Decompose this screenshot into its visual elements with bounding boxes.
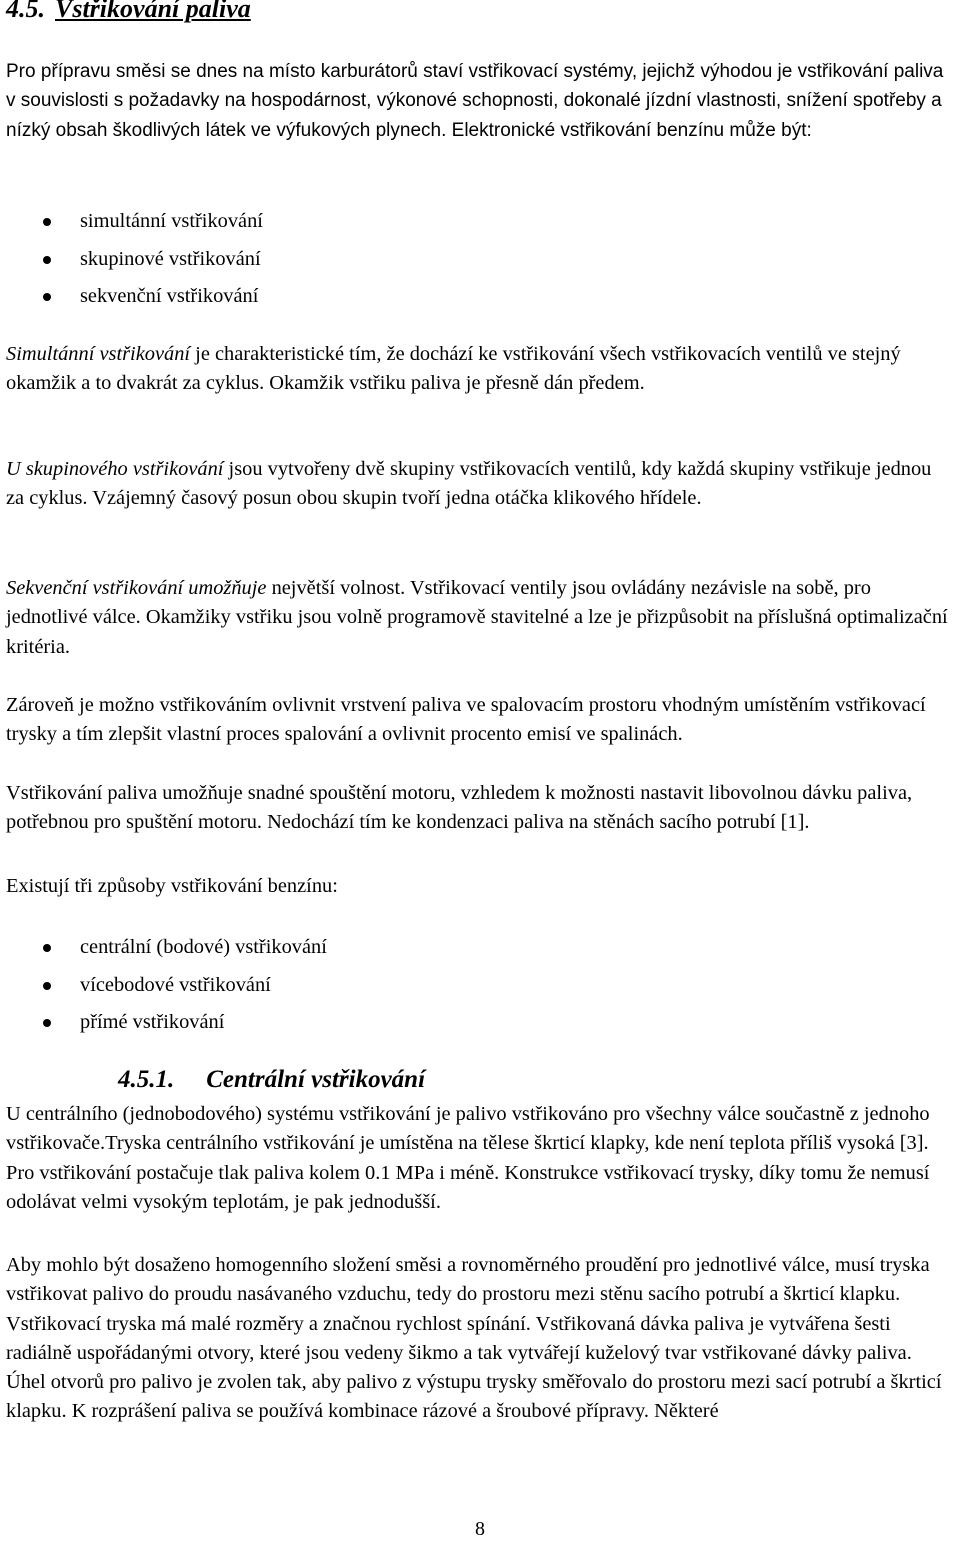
section-number: 4.5. xyxy=(6,0,45,23)
methods-paragraph: Existují tři způsoby vstřikování benzínu: xyxy=(6,875,338,897)
list-item: přímé vstřikování xyxy=(0,1004,327,1042)
intro-paragraph: Pro přípravu směsi se dnes na místo karburátorů staví vstřikovací systémy, jejichž výhodou je vstřikování paliva v souvislosti s požadavky na hospodárnost, výkonové schopnosti, dokonalé jízdní vlastnosti, snížení spotřeby a nízký obsah škodlivých látek ve výfukových plynech. Elektronické vstřikování benzínu může být: xyxy=(6,61,944,141)
start-paragraph: Vstřikování paliva umožňuje snadné spouštění motoru, vzhledem k možnosti nastavit libovolnou dávku paliva, potřebnou pro spuštění motoru. Nedochází tím ke kondenzaci paliva na stěnách sacího potrubí [1]. xyxy=(6,782,913,834)
group-paragraph xyxy=(6,455,954,514)
list-item: vícebodové vstřikování xyxy=(0,967,327,1005)
injection-methods-list xyxy=(0,929,327,1042)
page-number: 8 xyxy=(475,1518,485,1540)
term-sequential: Sekvenční vstřikování umožňuje xyxy=(6,577,267,599)
sequential-text: největší volnost. Vstřikovací ventily jsou ovládány nezávisle na sobě, pro jednotlivé válce. Okamžiky vstřiku jsou volně programově stavitelné a lze je přizpůsobit na příslušná optimalizační kritéria. xyxy=(6,577,948,658)
section-title: Vstřikování paliva xyxy=(55,0,251,23)
simultaneous-paragraph xyxy=(6,340,954,399)
subsection-heading xyxy=(118,1066,425,1094)
group-text: jsou vytvořeny dvě skupiny vstřikovacích ventilů, kdy každá skupiny vstřikuje jednou za cyklus. Vzájemný časový posun obou skupin tvoří jedna otáčka klikového hřídele. xyxy=(6,458,932,510)
subsection-title: Centrální vstřikování xyxy=(206,1066,426,1093)
central-paragraph: U centrálního (jednobodového) systému vstřikování je palivo vstřikováno pro všechny válce součastně z jednoho vstřikovače.Tryska centrálního vstřikování je umístěna na tělese škrticí klapky, kde není teplota příliš vysoká [3]. Pro vstřikování postačuje tlak paliva kolem 0.1 MPa i méně. Konstrukce vstřikovací trysky, díky tomu že nemusí odolávat velmi vysokým teplotám, je pak jednodušší. xyxy=(6,1103,930,1213)
layering-paragraph: Zároveň je možno vstřikováním ovlivnit vrstvení paliva ve spalovacím prostoru vhodným umístěním vstřikovací trysky a tím zlepšit vlastní proces spalování a ovlivnit procento emisí ve spalinách. xyxy=(6,694,926,746)
list-item: skupinové vstřikování xyxy=(0,241,263,279)
section-heading xyxy=(6,0,954,24)
term-simultaneous: Simultánní vstřikování xyxy=(6,343,191,365)
injection-types-list xyxy=(0,203,263,316)
simultaneous-text: je charakteristické tím, že dochází ke vstřikování všech vstřikovacích ventilů ve stejný okamžik a to dvakrát za cyklus. Okamžik vstřiku paliva je přesně dán předem. xyxy=(6,343,901,395)
subsection-number: 4.5.1. xyxy=(118,1066,175,1093)
sequential-paragraph xyxy=(6,574,954,662)
list-item: centrální (bodové) vstřikování xyxy=(0,929,327,967)
homogeneous-paragraph: Aby mohlo být dosaženo homogenního složení směsi a rovnoměrného proudění pro jednotlivé válce, musí tryska vstřikovat palivo do proudu nasávaného vzduchu, tedy do prostoru mezi stěnu sacího potrubí a škrticí klapku. Vstřikovací tryska má malé rozměry a značnou rychlost spínání. Vstřikovaná dávka paliva je vytvářena šesti radiálně uspořádanými otvory, které jsou vedeny šikmo a tak vytvářejí kuželový tvar vstřikované dávky paliva. Úhel otvorů pro palivo je zvolen tak, aby palivo z výstupu trysky směřovalo do prostoru mezi sací potrubí a škrticí klapku. K rozprášení paliva se používá kombinace rázové a šroubové přípravy. Některé xyxy=(6,1254,942,1423)
term-group: U skupinového vstřikování xyxy=(6,458,224,480)
list-item: sekvenční vstřikování xyxy=(0,278,263,316)
list-item: simultánní vstřikování xyxy=(0,203,263,241)
